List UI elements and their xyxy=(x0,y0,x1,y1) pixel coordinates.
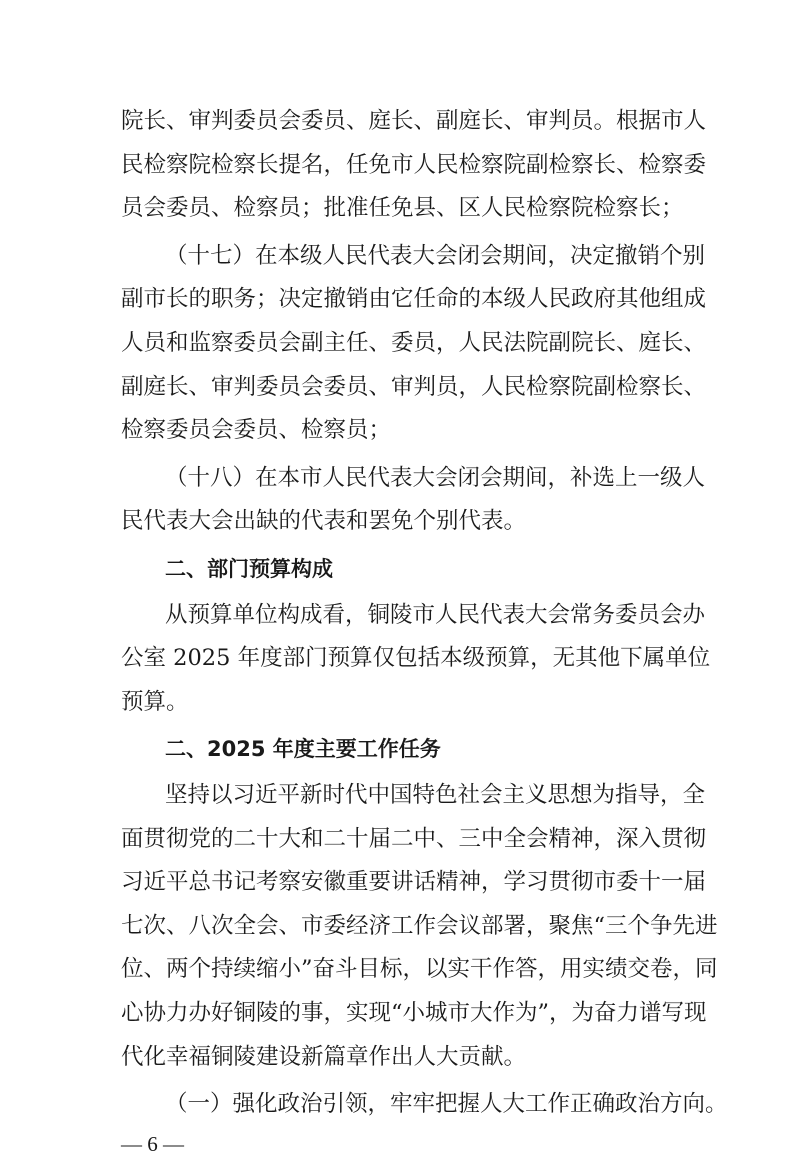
text-line: 代化幸福铜陵建设新篇章作出人大贡献。 xyxy=(121,1043,527,1070)
text-line: 民检察院检察长提名，任免市人民检察院副检察长、检察委 xyxy=(121,151,707,178)
section-heading-main-tasks: 二、2025 年度主要工作任务 xyxy=(165,737,441,762)
paragraph-18-first-line: （十八）在本市人民代表大会闭会期间，补选上一级人 xyxy=(165,464,706,491)
section-heading-budget-structure: 二、部门预算构成 xyxy=(165,557,333,581)
page-number: — 6 — xyxy=(121,1131,184,1156)
text-line: 员会委员、检察员；批准任免县、区人民检察院检察长； xyxy=(121,195,684,222)
text-line: 副庭长、审判委员会委员、审判员，人民检察院副检察长、 xyxy=(121,373,707,400)
text-line: 七次、八次全会、市委经济工作会议部署，聚焦“三个争先进 xyxy=(121,912,718,939)
text-line: 预算。 xyxy=(121,688,189,715)
paragraph-17-first-line: （十七）在本级人民代表大会闭会期间，决定撤销个别 xyxy=(165,242,706,269)
text-line: 心协力办好铜陵的事，实现“小城市大作为”，为奋力谱写现 xyxy=(121,1000,707,1026)
subsection-heading-1: （一）强化政治引领，牢牢把握人大工作正确政治方向。 xyxy=(165,1091,728,1118)
text-line: 民代表大会出缺的代表和罢免个别代表。 xyxy=(121,508,527,535)
text-line: 人员和监察委员会副主任、委员，人民法院副院长、庭长、 xyxy=(121,330,707,356)
text-line: 院长、审判委员会委员、庭长、副庭长、审判员。根据市人 xyxy=(121,108,707,134)
text-line: 面贯彻党的二十大和二十届二中、三中全会精神，深入贯彻 xyxy=(121,825,707,852)
text-line: 公室 2025 年度部门预算仅包括本级预算，无其他下属单位 xyxy=(121,645,711,672)
text-line: 习近平总书记考察安徽重要讲话精神，学习贯彻市委十一届 xyxy=(121,869,707,896)
budget-paragraph-first-line: 从预算单位构成看，铜陵市人民代表大会常务委员会办 xyxy=(165,601,706,628)
tasks-paragraph-first-line: 坚持以习近平新时代中国特色社会主义思想为指导，全 xyxy=(165,782,706,808)
text-line: 检察委员会委员、检察员； xyxy=(121,417,392,444)
text-line: 副市长的职务；决定撤销由它任命的本级人民政府其他组成 xyxy=(121,286,707,313)
text-line: 位、两个持续缩小”奋斗目标，以实干作答，用实绩交卷，同 xyxy=(121,956,718,983)
